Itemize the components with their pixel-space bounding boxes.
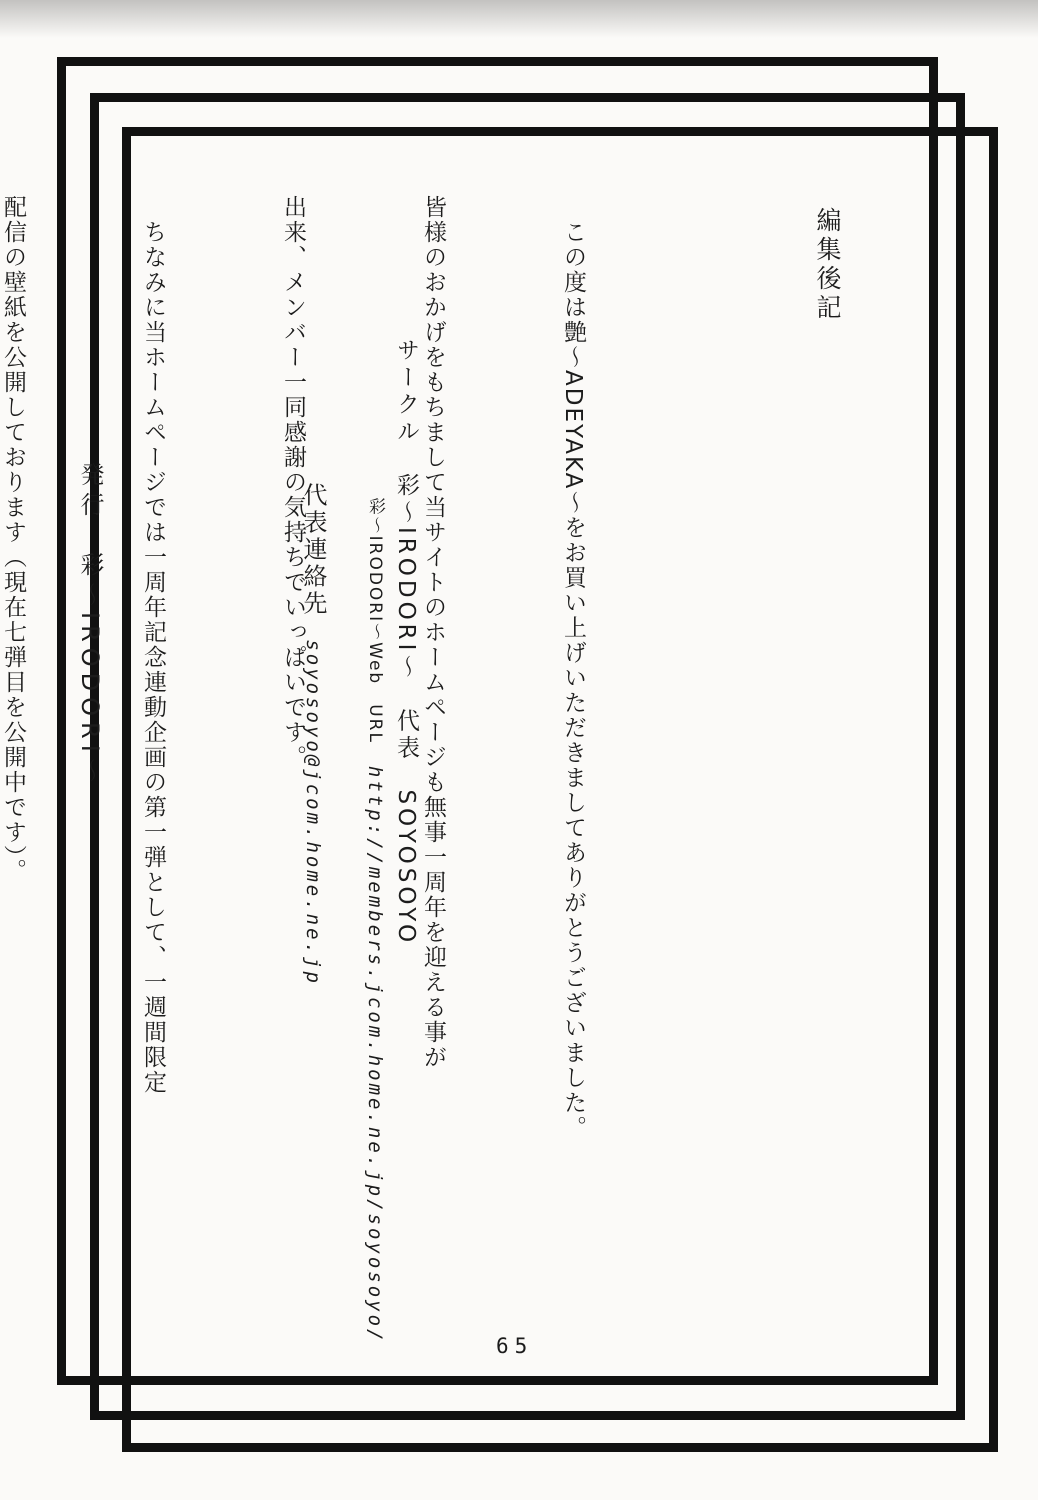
afterword-line: 配信の壁紙を公開しております（現在七弾目を公開中です）。 — [0, 195, 26, 884]
scan-edge-shading — [0, 0, 1038, 38]
afterword-line: 出来、メンバー一同感謝の気持ちでいっぱいです。 — [280, 195, 306, 770]
page-number: 65 — [496, 1334, 534, 1358]
afterword-line: この度は艶～ADEYAKA～をお買い上げいただきましてありがとうございました。 — [560, 195, 586, 1141]
column-spacer — [375, 744, 376, 766]
column-spacer — [313, 617, 314, 639]
website-label: 彩～IRODORI～Web URL — [365, 497, 385, 744]
colophon-section — [76, 462, 238, 1182]
contact-line — [262, 462, 364, 1362]
colophon-line: 発行 彩～IRODORI～ — [76, 462, 104, 788]
afterword-line: 皆様のおかげをもちまして当サイトのホームページも無事一周年を迎える事が — [420, 195, 446, 1070]
circle-credit-line: サークル 彩～IRODORI～ 代表 SOYOSOYO — [393, 338, 419, 947]
contact-label: 代表連絡先 — [299, 482, 327, 618]
contact-email: soyosoyo@jcom.home.ne.jp — [302, 639, 324, 986]
website-url: http://members.jcom.home.ne.jp/soyosoyo/ — [364, 765, 386, 1344]
afterword-line: ちなみに当ホームページでは一周年記念連動企画の第一弾として、一週間限定 — [140, 195, 166, 1095]
afterword-title: 編集後記 — [813, 207, 842, 323]
